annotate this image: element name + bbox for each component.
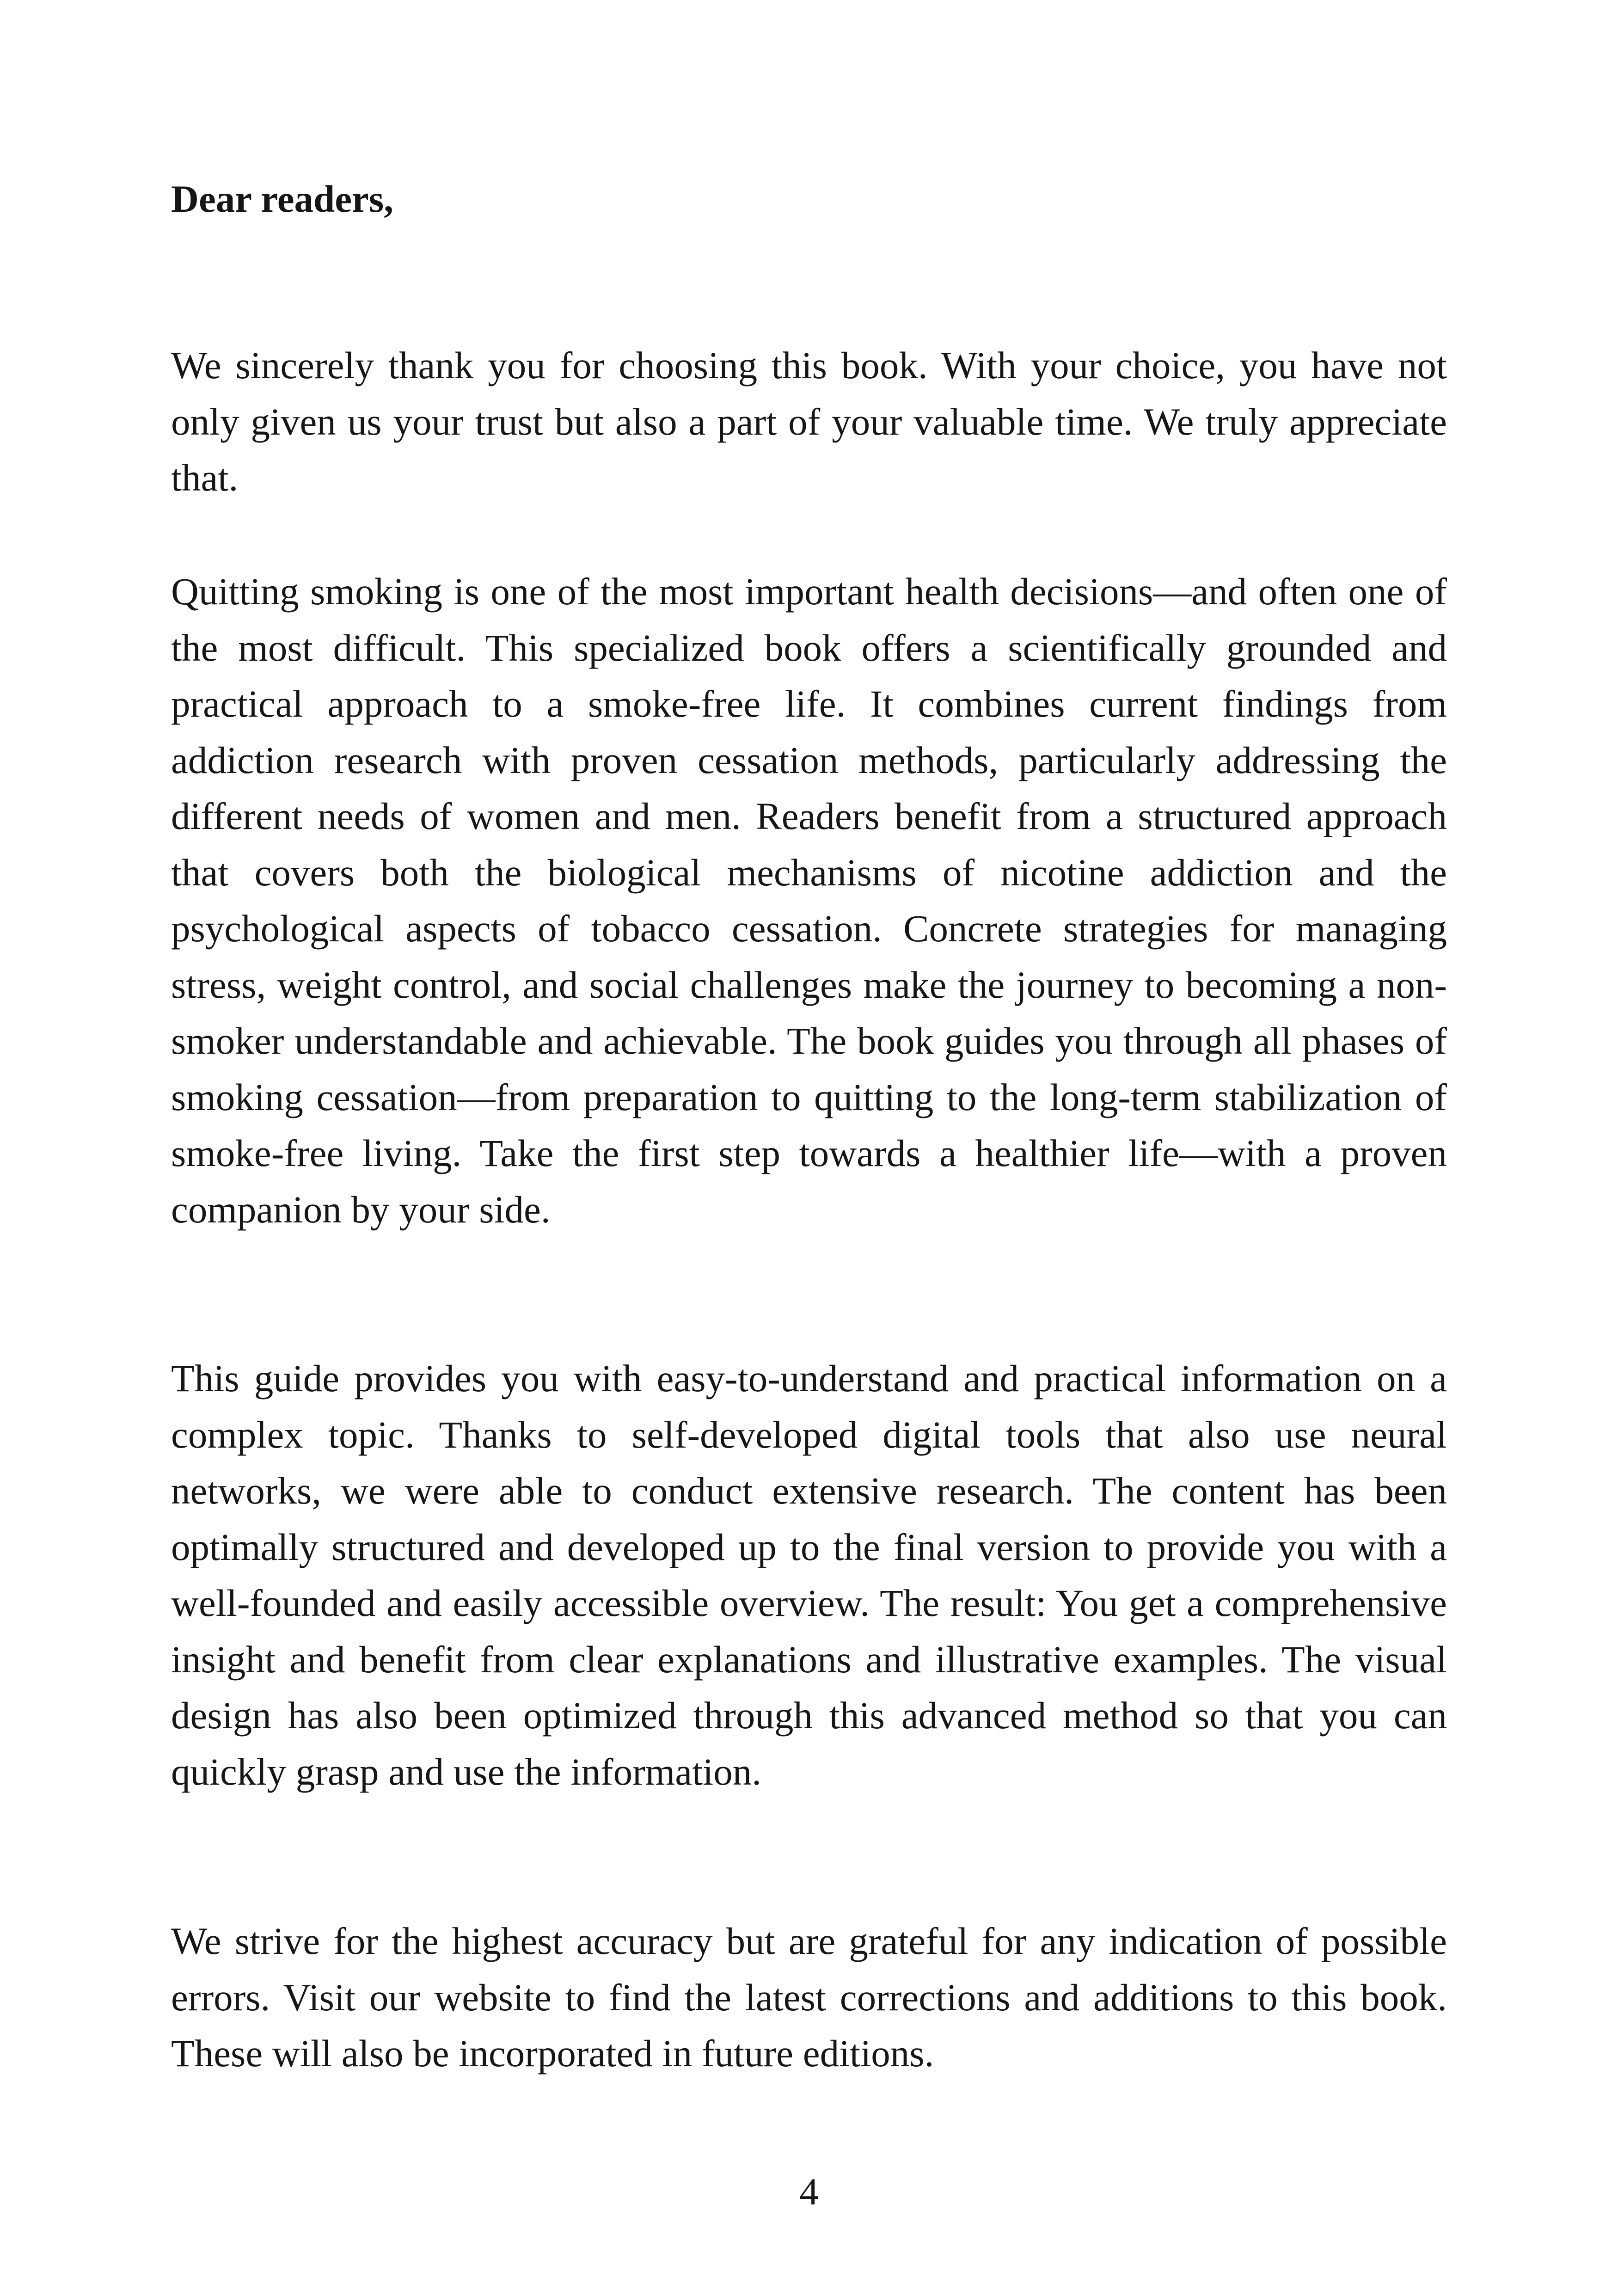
paragraph-book-summary: Quitting smoking is one of the most important health decisions—and often one of the most difficult. This specialized book offers a scientifically grounded and practical approach to a smoke-free life. It combines current findings from addiction research with proven cessation methods, particularly addressing the different needs of women and men. Readers benefit from a structured approach that covers both the biological mechanisms of nicotine addiction and the psychological aspects of tobacco cessation. Concrete strategies for managing stress, weight control, and social challenges make the journey to becoming a non-smoker understandable and achievable. The book guides you through all phases of smoking cessation—from preparation to quitting to the long-term stabilization of smoke-free living. Take the first step towards a healthier life—with a proven companion by your side.: [171, 570, 1447, 1231]
page-number: 4: [799, 2170, 819, 2213]
paragraph-guide-method: This guide provides you with easy-to-understand and practical information on a complex topic. Thanks to self-developed digital tools that also use neural networks, we were able to conduct extensive research. The content has been optimally structured and developed up to the final version to provide you with a well-founded and easily accessible overview. The result: You get a comprehensive insight and benefit from clear explanations and illustrative examples. The visual design has also been optimized through this advanced method so that you can quickly grasp and use the information.: [171, 1357, 1447, 1793]
paragraph-corrections: We strive for the highest accuracy but are grateful for any indication of possible errors. Visit our website to find the latest corrections and additions to this book. These will also be incorporated in future editions.: [171, 1920, 1447, 2075]
salutation: Dear readers,: [171, 178, 393, 220]
paragraph-thanks: We sincerely thank you for choosing this book. With your choice, you have not only given us your trust but also a part of your valuable time. We truly appreciate that.: [171, 344, 1447, 499]
